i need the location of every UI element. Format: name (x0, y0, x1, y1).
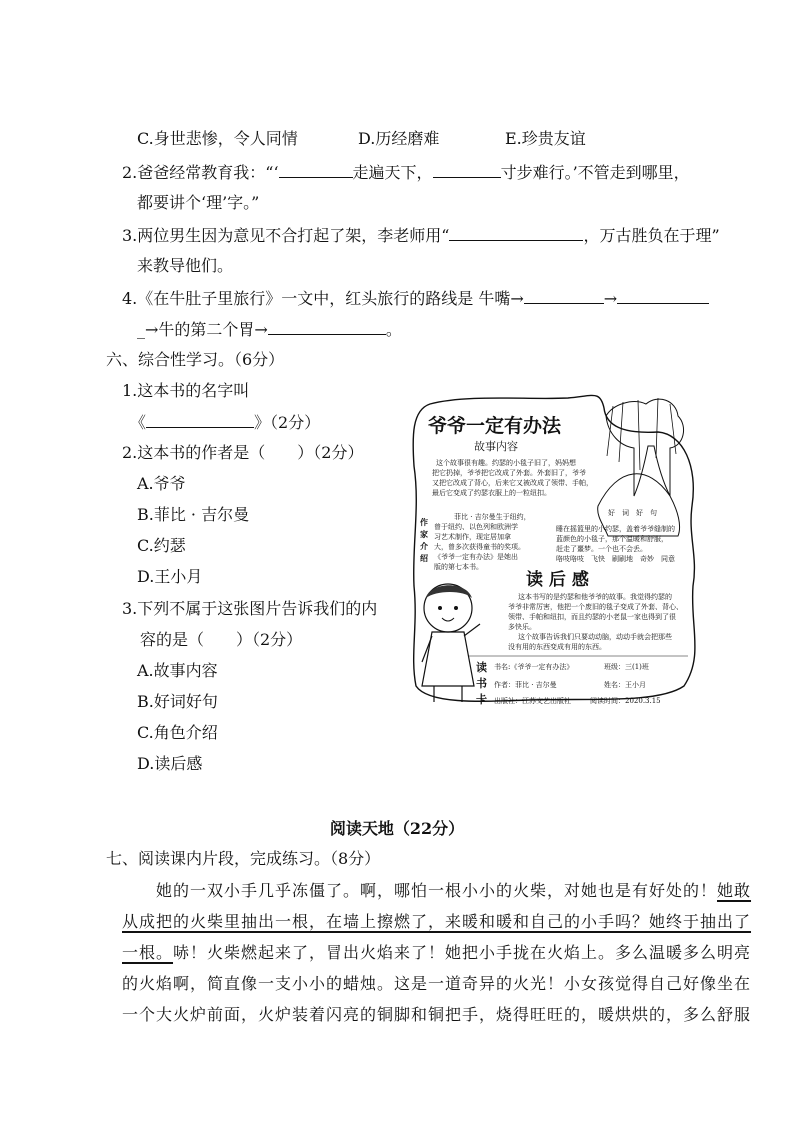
poster-story-line: 又把它改成了背心，后来它又被改成了领带、手帕， (432, 479, 593, 487)
question-5-4: 4.《在牛肚子里旅行》一文中，红头旅行的路线是 牛嘴→ → (122, 287, 709, 310)
poster-card-class: 班级：三(1)班 (604, 663, 649, 671)
poster-words-heading: 好 词 好 句 (608, 509, 657, 517)
poster-story-line: 这个故事很有趣。约瑟的小毯子旧了，妈妈想 (436, 459, 576, 467)
poster-words-line: 睡在摇篮里的小约瑟，盖着爷爷缝制的 (556, 525, 675, 533)
poster-card-book: 书名:《爷爷一定有办法》 (494, 663, 574, 671)
passage-line: 的火焰啊，简直像一支小小的蜡烛。这是一道奇异的火光！小女孩觉得自己好像坐在 (122, 974, 752, 993)
poster-review-line: 爷爷非常厉害，他把一个废旧的毯子变成了外套、背心、 (508, 603, 683, 611)
poster-words-line: 赶走了噩梦。一个也不会丢。 (556, 545, 647, 553)
passage-line: 她的一双小手几乎冻僵了。啊，哪怕一根小小的火柴，对她也是有好处的！她敢 (156, 881, 752, 900)
section-6-title: 六、综合性学习。（6分） (106, 350, 285, 369)
answer-blank[interactable] (617, 287, 709, 304)
question-5-2: 2.爸爸经常教育我：“‘ 走遍天下， 寸步难行。’不管走到哪里， (122, 163, 690, 182)
poster-review-line: 领带、手帕和纽扣，而且约瑟的小老鼠一家也得到了很 (508, 613, 676, 621)
poster-review-line: 这本书写的是约瑟和他爷爷的故事。我觉得约瑟的 (518, 593, 672, 601)
question-6-3: 3.下列不属于这张图片告诉我们的内 (122, 599, 378, 618)
poster-card-publisher: 出版社：江苏文艺出版社 (494, 697, 571, 705)
question-6-2-option: A.爷爷 (137, 474, 186, 493)
poster-author-line: 《爷爷一定有办法》是她出 (434, 553, 518, 561)
passage-line-underlined: 从成把的火柴里抽出一根，在墙上擦燃了，来暖和暖和自己的小手吗？她终于抽出了 (122, 912, 752, 931)
poster-review-line: 没有用的东西变成有用的东西。 (508, 643, 606, 651)
poster-card-label: 读 书 卡 (476, 661, 487, 706)
poster-author-line: 版的第七本书。 (434, 563, 483, 571)
answer-blank[interactable] (279, 161, 353, 178)
question-6-3-option: D.读后感 (137, 754, 203, 773)
poster-review-heading: 读 后 感 (526, 570, 589, 590)
question-6-3-cont: 容的是（ ）（2分） (140, 630, 303, 649)
question-7-title: 七、阅读课内片段，完成练习。（8分） (106, 849, 381, 868)
answer-blank[interactable] (433, 161, 501, 178)
poster-author-line: 习艺术制作，现定居加拿 (434, 533, 511, 541)
poster-story-heading: 故事内容 (474, 440, 518, 453)
option-e: E.珍贵友谊 (505, 129, 586, 148)
question-6-2-option: D.王小月 (137, 567, 203, 586)
question-6-2-option: C.约瑟 (137, 536, 186, 555)
poster-author-line: 大，曾多次获得童书的奖项。 (434, 543, 525, 551)
poster-review-line: 这个故事告诉我们只要动动脑，动动手就会把那些 (518, 633, 672, 641)
poster-words-line: 咯吱咯吱 飞快 刷刷地 奇妙 同意 (556, 555, 675, 563)
question-5-4-cont: _→牛的第二个胃→ 。 (137, 320, 402, 339)
question-6-2-option: B.菲比 · 吉尔曼 (137, 505, 250, 524)
poster-story-line: 把它扔掉，爷爷把它改成了外套。外套旧了，爷爷 (432, 469, 586, 477)
passage-line: 一根。哧！火柴燃起来了，冒出火焰来了！她把小手拢在火焰上。多么温暖多么明亮 (122, 943, 752, 962)
book-poster-image (408, 386, 708, 708)
question-5-2-cont: 都要讲个‘理’字。” (137, 193, 260, 212)
question-6-3-option: A.故事内容 (137, 661, 218, 680)
answer-blank[interactable] (524, 287, 604, 304)
question-6-1-blank-line: 《 》（2分） (130, 413, 321, 432)
answer-blank[interactable] (449, 224, 583, 241)
poster-author-line: 曾于纽约、以色列和欧洲学 (434, 523, 518, 531)
question-6-3-option: B.好词好句 (137, 692, 218, 711)
question-6-2: 2.这本书的作者是（ ）（2分） (122, 443, 364, 462)
answer-blank[interactable] (146, 411, 254, 428)
poster-title: 爷爷一定有办法 (428, 415, 562, 437)
poster-card-date: 阅读时间：2020.3.15 (590, 697, 661, 705)
poster-card-author: 作者：菲比 · 吉尔曼 (494, 681, 557, 689)
passage-line: 一个大火炉前面，火炉装着闪亮的铜脚和铜把手，烧得旺旺的，暖烘烘的，多么舒服 (122, 1005, 752, 1024)
answer-blank[interactable] (268, 318, 386, 335)
poster-author-label: 作 家 介 绍 (420, 517, 428, 563)
poster-review-line: 多快乐。 (508, 623, 536, 631)
question-6-3-option: C.角色介绍 (137, 723, 218, 742)
question-5-3: 3.两位男生因为意见不合打起了架，李老师用“ ，万古胜负在于理” (122, 226, 720, 245)
poster-author-line: 菲比 · 吉尔曼生于纽约， (454, 513, 531, 521)
option-c: C.身世悲惨，令人同情 (137, 129, 298, 148)
poster-card-name: 姓名：王小月 (604, 681, 646, 689)
reading-section-title: 阅读天地（22分） (329, 819, 465, 838)
question-5-3-cont: 来教导他们。 (137, 256, 234, 275)
poster-words-line: 蓝颜色的小毯子，那个温暖和舒服， (556, 535, 668, 543)
option-d: D.历经磨难 (358, 129, 440, 148)
question-6-1: 1.这本书的名字叫 (122, 381, 250, 400)
poster-story-line: 最后它变成了约瑟衣服上的一粒纽扣。 (432, 489, 551, 497)
